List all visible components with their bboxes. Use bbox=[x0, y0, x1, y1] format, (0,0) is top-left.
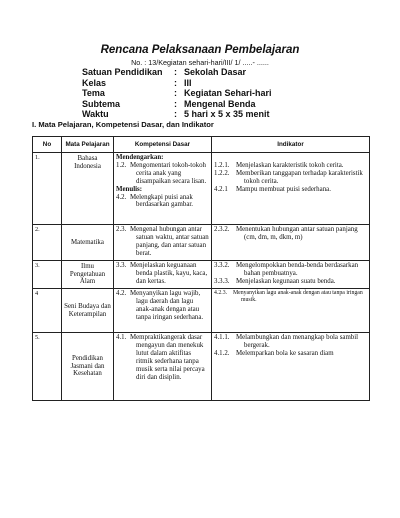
kd-number: 3.3. bbox=[116, 262, 127, 269]
cell-mapel: Matematika bbox=[62, 225, 114, 261]
table-row bbox=[33, 261, 370, 289]
kd-text: Mempraktikangerak dasar mengayun dan menekuk lutut dalam aktifitas ritmik sederhana tanpa musik serta nilai percaya diri dan disiplin. bbox=[130, 334, 205, 381]
indikator-number: 4.2.3. bbox=[214, 290, 228, 296]
cell-no: 1. bbox=[33, 153, 62, 225]
indikator-number: 1.2.1. bbox=[214, 162, 230, 169]
kd-item bbox=[116, 194, 209, 210]
meta-key: Tema bbox=[82, 88, 105, 99]
cell-mapel: Bahasa Indonesia bbox=[62, 153, 114, 225]
indikator-text: Mengelompokkan benda-benda berdasarkan bahan pembuatnya. bbox=[236, 262, 359, 277]
indikator-item bbox=[214, 334, 367, 350]
kd-item bbox=[116, 162, 209, 186]
cell-kd bbox=[114, 225, 212, 261]
indikator-text: Melambungkan dan menangkap bola sambil bergerak. bbox=[236, 334, 359, 349]
indikator-item bbox=[214, 278, 367, 286]
competency-table bbox=[32, 136, 370, 401]
cell-indikator bbox=[212, 225, 370, 261]
meta-row-satuan bbox=[82, 67, 272, 78]
document-title: Rencana Pelaksanaan Pembelajaran bbox=[100, 44, 300, 56]
indikator-text: Menentukan hubungan antar satuan panjang (cm, dm, m, dkm, m) bbox=[236, 226, 358, 241]
indikator-number: 2.3.2. bbox=[214, 226, 230, 233]
indikator-number: 4.2.1 bbox=[214, 185, 228, 193]
meta-row-waktu bbox=[82, 109, 272, 120]
cell-kd bbox=[114, 289, 212, 333]
cell-no: 2. bbox=[33, 225, 62, 261]
indikator-item bbox=[214, 226, 367, 242]
kd-item bbox=[116, 262, 209, 286]
cell-mapel: Seni Budaya dan Keterampilan bbox=[62, 289, 114, 333]
table-row bbox=[33, 225, 370, 261]
meta-row-subtema bbox=[82, 99, 272, 110]
kd-number: 4.2. bbox=[116, 290, 127, 297]
meta-key: Waktu bbox=[82, 109, 109, 120]
cell-no: 3. bbox=[33, 261, 62, 289]
meta-key: Satuan Pendidikan bbox=[82, 67, 163, 77]
kd-item bbox=[116, 290, 209, 322]
cell-indikator bbox=[212, 261, 370, 289]
indikator-item bbox=[214, 186, 367, 194]
cell-no: 4 bbox=[33, 289, 62, 333]
meta-value: Kegiatan Sehari-hari bbox=[184, 88, 272, 99]
indikator-text: Mampu membuat puisi sederhana. bbox=[236, 185, 331, 193]
indikator-text: Menjelaskan karakteristik tokoh cerita. bbox=[236, 162, 344, 169]
meta-key: Kelas bbox=[82, 77, 107, 88]
indikator-number: 3.3.3. bbox=[214, 277, 230, 285]
cell-indikator bbox=[212, 333, 370, 401]
kd-text: Menyanyikan lagu wajib, lagu daerah dan lagu anak-anak dengan atau tanpa iringan sederhana. bbox=[130, 290, 204, 321]
indikator-text: Menyanyikan lagu anak-anak dengan atau tanpa iringan musik. bbox=[233, 290, 363, 303]
kd-number: 1.2. bbox=[116, 161, 127, 169]
kd-text: Mengomentari tokoh-tokoh cerita anak yang disampaikan secara lisan. bbox=[130, 161, 207, 185]
identity-block bbox=[82, 67, 272, 120]
kd-item bbox=[116, 334, 209, 381]
indikator-number: 4.1.2. bbox=[214, 349, 230, 357]
indikator-item bbox=[214, 350, 367, 358]
meta-colon: : bbox=[174, 109, 177, 120]
kd-subheading: Mendengarkan: bbox=[116, 154, 164, 161]
indikator-item bbox=[214, 162, 367, 170]
document-number: No. : 13/Kegiatan sehari-hari/III/ 1/ .....- ...... bbox=[131, 58, 269, 67]
meta-value: Sekolah Dasar bbox=[184, 67, 247, 77]
cell-mapel: Ilmu Pengetahuan Alam bbox=[62, 261, 114, 289]
meta-key: Subtema bbox=[82, 98, 121, 109]
meta-colon: : bbox=[174, 98, 177, 109]
indikator-number: 3.3.2. bbox=[214, 262, 230, 269]
header-kd: Kompetensi Dasar bbox=[114, 137, 212, 153]
cell-indikator bbox=[212, 153, 370, 225]
meta-colon: : bbox=[174, 77, 177, 88]
table-row bbox=[33, 153, 370, 225]
indikator-item bbox=[214, 290, 367, 304]
indikator-text: Melemparkan bola ke sasaran diam bbox=[236, 349, 334, 357]
table-header-row bbox=[33, 137, 370, 153]
kd-text: Menjelaskan keguanaan benda plastik, kayu, kaca, dan kertas. bbox=[130, 262, 208, 285]
meta-value: 5 hari x 5 x 35 menit bbox=[184, 109, 270, 120]
kd-number: 2.3. bbox=[116, 226, 127, 233]
cell-kd bbox=[114, 261, 212, 289]
kd-number: 4.1. bbox=[116, 334, 127, 341]
indikator-item bbox=[214, 170, 367, 186]
meta-colon: : bbox=[174, 88, 177, 99]
indikator-number: 1.2.2. bbox=[214, 169, 230, 177]
kd-text: Mengenal hubungan antar satuan waktu, antar satuan panjang, dan antar satuan berat. bbox=[130, 226, 209, 257]
meta-value: Mengenal Benda bbox=[184, 98, 256, 109]
cell-kd bbox=[114, 333, 212, 401]
header-indikator: Indikator bbox=[212, 137, 370, 153]
kd-item bbox=[116, 226, 209, 258]
cell-no: 5. bbox=[33, 333, 62, 401]
table-row bbox=[33, 333, 370, 401]
kd-text: Melengkapi puisi anak berdasarkan gambar. bbox=[130, 193, 194, 209]
indikator-text: Menjelaskan kegunaan suatu benda. bbox=[236, 277, 336, 285]
meta-row-tema bbox=[82, 88, 272, 99]
header-no: No bbox=[33, 137, 62, 153]
cell-indikator bbox=[212, 289, 370, 333]
indikator-number: 4.1.1. bbox=[214, 334, 230, 341]
section-heading: I. Mata Pelajaran, Kompetensi Dasar, dan Indikator bbox=[32, 120, 214, 129]
cell-kd bbox=[114, 153, 212, 225]
cell-mapel: Pendidikan Jasmani dan Kesehatan bbox=[62, 333, 114, 401]
indikator-item bbox=[214, 262, 367, 278]
meta-value: III bbox=[184, 77, 192, 88]
table-row bbox=[33, 289, 370, 333]
kd-number: 4.2. bbox=[116, 193, 127, 201]
indikator-text: Memberikan tanggapan terhadap karakteristik tokoh cerita. bbox=[236, 169, 363, 185]
meta-row-kelas bbox=[82, 78, 272, 89]
meta-colon: : bbox=[174, 67, 177, 77]
kd-subheading: Menulis: bbox=[116, 185, 143, 193]
header-mapel: Mata Pelajaran bbox=[62, 137, 114, 153]
